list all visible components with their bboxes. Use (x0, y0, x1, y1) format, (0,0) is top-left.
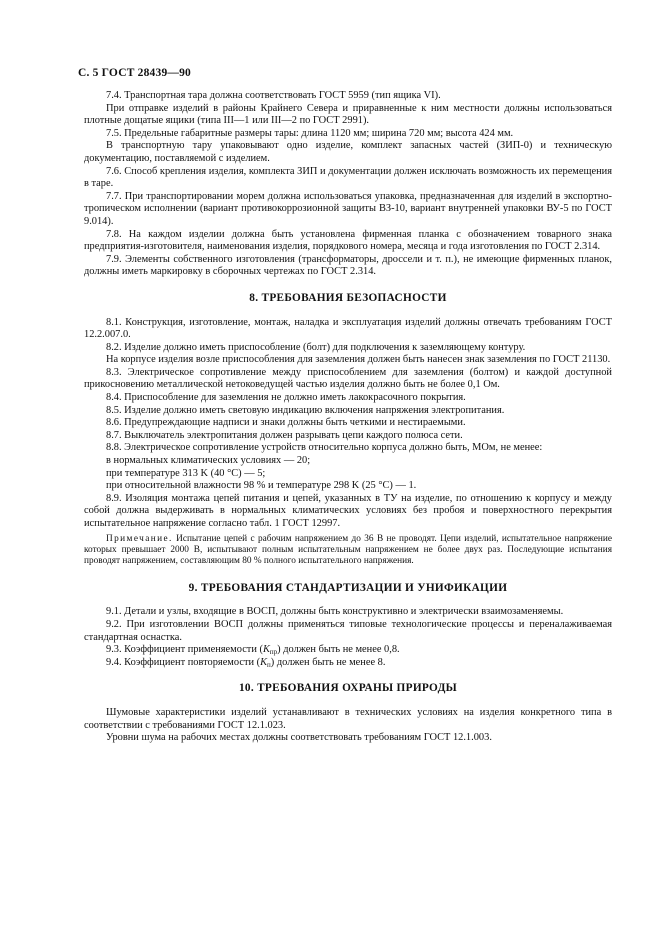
paragraph-7-8: 7.8. На каждом изделии должна быть установлена фирменная планка с обозначением товарного знака предприятия-изготовителя, наименования изделия, порядкового номера, месяца и года изготовления по ГОСТ 2.314. (84, 228, 612, 253)
paragraph-9-4: 9.4. Коэффициент повторяемости $(K_п)$ должен быть не менее 8. (106, 656, 386, 669)
coefficient-subscript: пр (269, 648, 278, 657)
section-9-standardization (84, 606, 612, 669)
section-10-environment (84, 707, 612, 745)
paragraph-7-5: 7.5. Предельные габаритные размеры тары: длина 1120 мм; ширина 720 мм; высота 424 мм. (106, 127, 514, 139)
section-10-title: 10. ТРЕБОВАНИЯ ОХРАНЫ ПРИРОДЫ (238, 682, 458, 695)
paragraph-8-9: 8.9. Изоляция монтажа цепей питания и цепей, указанных в ТУ на изделие, по отношению к корпусу и между собой должна выдерживать в нормальных климатических условиях без пробоя и поверхностного перекрытия испытательное напряжение согласно табл. 1 ГОСТ 12997. (84, 492, 612, 529)
paragraph-8-8-item: при относительной влажности 98 % и температуре 298 K (25 °C) — 1. (106, 480, 417, 492)
section-8-title: 8. ТРЕБОВАНИЯ БЕЗОПАСНОСТИ (249, 291, 447, 304)
paragraph-10-2: Уровни шума на рабочих местах должны соответствовать требованиям ГОСТ 12.1.003. (106, 732, 492, 744)
note-text: Испытание цепей с рабочим напряжением до 36 В не проводят. Цепи изделий, испытательное напряжение которых превышает 2000 В, испытывают полным испытательным напряжением не более двух раз. Последующие испытания проводят напряжением, составляющим 80 % полного испытательного напряжения. (84, 533, 612, 567)
paragraph-10-1: Шумовые характеристики изделий устанавливают в технических условиях на изделия конкретного типа в соответствии с требованиями ГОСТ 12.1.023. (84, 706, 612, 731)
paragraph-8-8-item: в нормальных климатических условиях — 20; (106, 455, 311, 467)
page-header: С. 5 ГОСТ 28439—90 (78, 67, 191, 79)
paragraph-8-1: 8.1. Конструкция, изготовление, монтаж, наладка и эксплуатация изделий должны отвечать требованиям ГОСТ 12.2.007.0. (84, 316, 612, 341)
document-body (84, 90, 612, 745)
section-8-safety (84, 317, 612, 568)
paragraph-8-5: 8.5. Изделие должно иметь световую индикацию включения напряжения электропитания. (106, 404, 505, 416)
paragraph-8-2: 8.2. Изделие должно иметь приспособление (болт) для подключения к заземляющему контуру. (106, 341, 526, 353)
section-9-title: 9. ТРЕБОВАНИЯ СТАНДАРТИЗАЦИИ И УНИФИКАЦИИ (188, 581, 508, 594)
paragraph-8-2-cont: На корпусе изделия возле приспособления для заземления должен быть нанесен знак заземления по ГОСТ 21130. (106, 354, 611, 366)
note (84, 534, 612, 568)
paragraph-9-1: 9.1. Детали и узлы, входящие в ВОСП, должны быть конструктивно и электрически взаимозаменяемы. (106, 606, 564, 618)
paragraph-8-8-item: при температуре 313 K (40 °C) — 5; (106, 467, 266, 479)
coefficient-subscript: п (267, 660, 271, 669)
note-label: Примечание. (106, 533, 173, 544)
paragraph-7-9: 7.9. Элементы собственного изготовления (трансформаторы, дроссели и т. п.), не имеющие фирменных планок, должны иметь маркировку в сборочных чертежах по ГОСТ 2.314. (84, 253, 612, 278)
paragraph-8-6: 8.6. Предупреждающие надписи и знаки должны быть четкими и нестираемыми. (106, 417, 466, 429)
coefficient-symbol: K (262, 644, 270, 656)
paragraph-9-2: 9.2. При изготовлении ВОСП должны применяться типовые технологические процессы и переналаживаемая стандартная оснастка. (84, 619, 612, 643)
paragraph-7-6: 7.6. Способ крепления изделия, комплекта ЗИП и документации должен исключать возможность их перемещения в таре. (84, 165, 612, 190)
paragraph-7-7: 7.7. При транспортировании морем должна использоваться упаковка, предназначенная для изделий в экспортно-тропическом исполнении (вариант противокоррозионной защиты ВЗ-10, вариант внутренней упаковки ВУ-5 по ГОСТ 9.014). (84, 190, 612, 227)
paragraph-7-5-cont: В транспортную тару упаковывают одно изделие, комплект запасных частей (ЗИП-0) и техническую документацию, поставляемой с изделием. (84, 140, 612, 164)
paragraph-7-4-cont: При отправке изделий в районы Крайнего Севера и приравненные к ним местности должны использоваться плотные дощатые ящики (типа III—1 или III—2 по ГОСТ 2991). (84, 102, 612, 127)
paragraph-7-4: 7.4. Транспортная тара должна соответствовать ГОСТ 5959 (тип ящика VI). (106, 90, 441, 101)
paragraph-9-3: 9.3. Коэффициент применяемости $(K_{пр})$ должен быть не менее 0,8. (106, 644, 400, 657)
paragraph-8-8: 8.8. Электрическое сопротивление устройств относительно корпуса должно быть, МОм, не менее: (106, 442, 543, 454)
coefficient-symbol: K (260, 656, 268, 668)
paragraph-8-4: 8.4. Приспособление для заземления не должно иметь лакокрасочного покрытия. (106, 392, 466, 404)
paragraph-8-3: 8.3. Электрическое сопротивление между приспособлением для заземления (болтом) и каждой доступной прикосновению металлической нетоковедущей частью изделия должно быть не более 0,1 Ом. (84, 366, 612, 391)
paragraph-8-7: 8.7. Выключатель электропитания должен разрывать цепи каждого полюса сети. (106, 429, 463, 441)
section-7-packaging (84, 90, 612, 279)
